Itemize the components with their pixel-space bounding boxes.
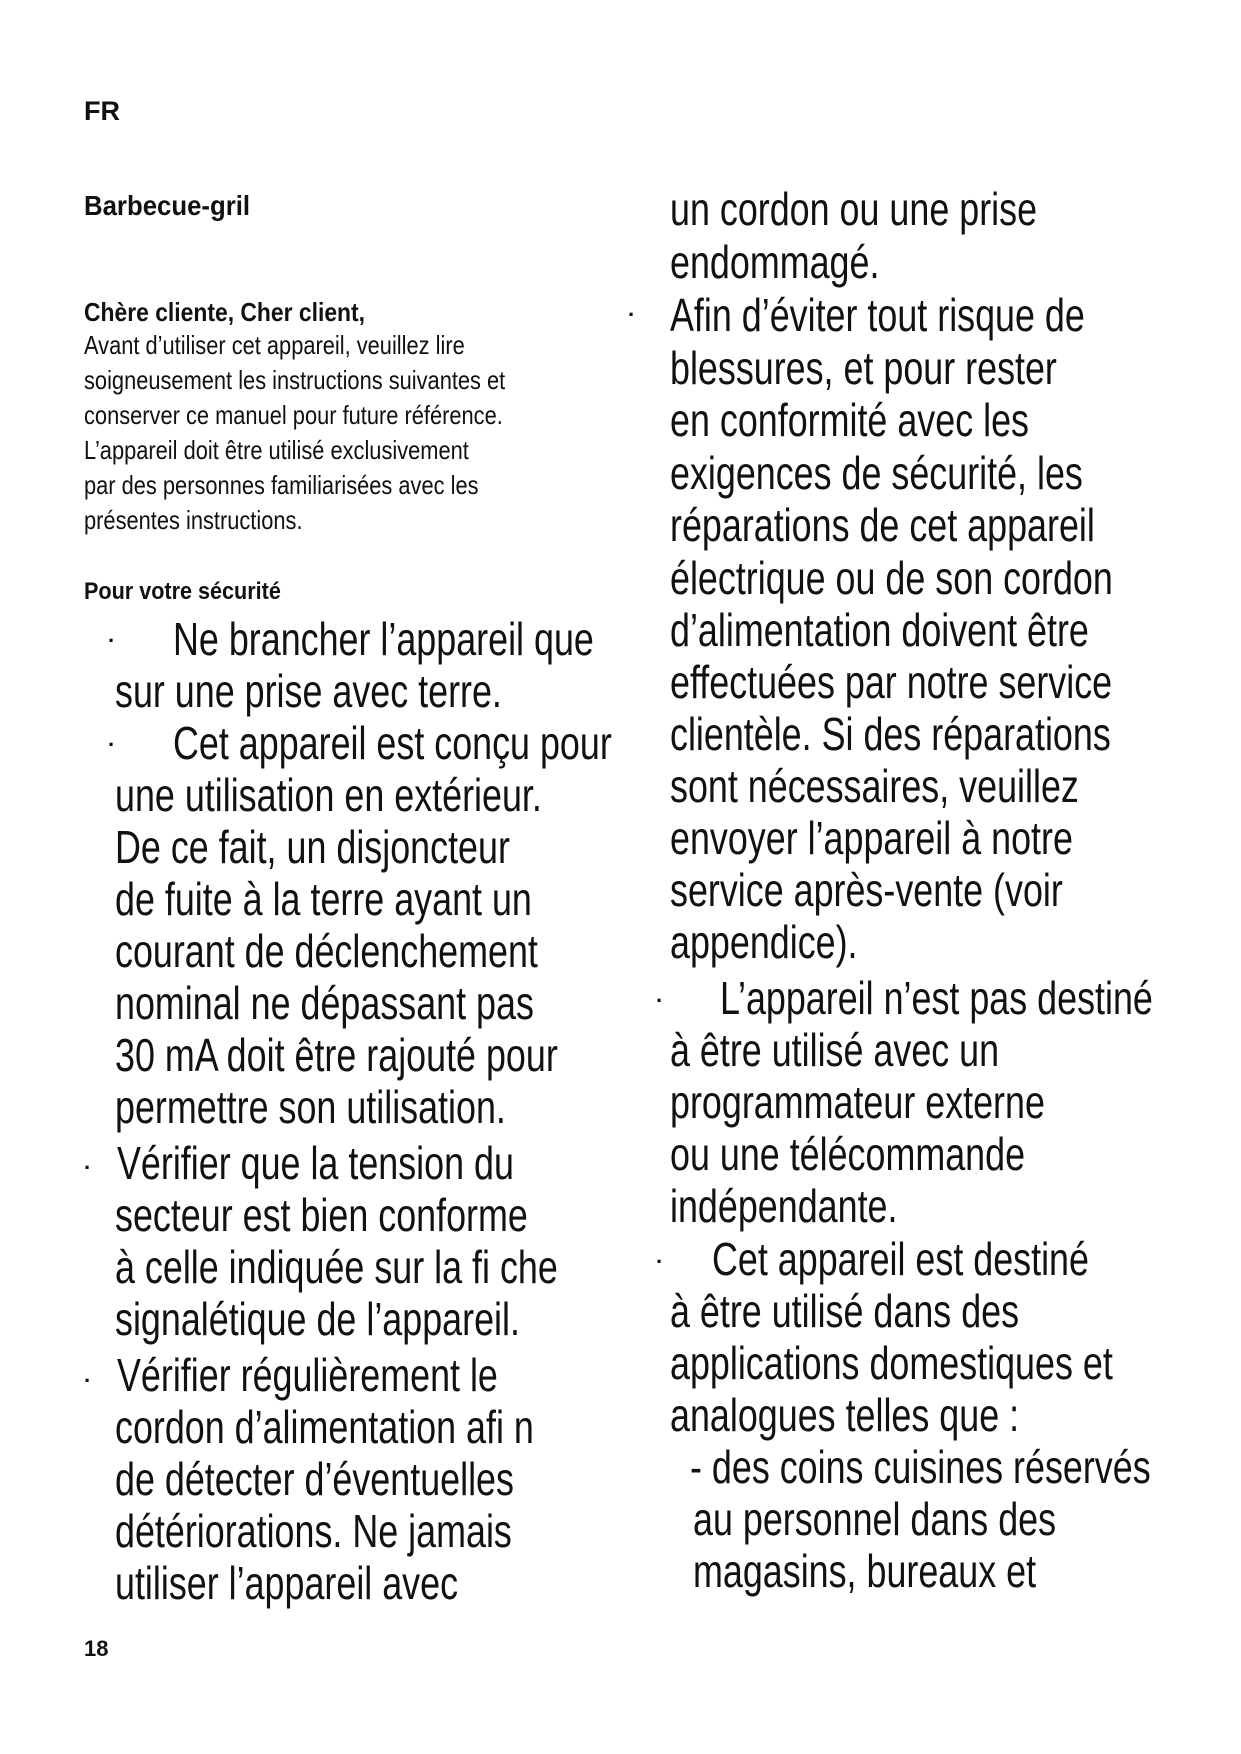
intro-block: [84, 296, 684, 538]
left-text-line: sur une prise avec terre.: [115, 665, 502, 717]
left-text-line: courant de déclenchement: [115, 925, 538, 977]
right-text-line: électrique ou de son cordon: [670, 552, 1113, 604]
intro-line: conserver ce manuel pour future référence.: [84, 400, 503, 430]
right-text-line: Afin d’éviter tout risque de: [670, 289, 1085, 341]
left-text-line: une utilisation en extérieur.: [115, 769, 542, 821]
bullet-mark: ·: [84, 1368, 92, 1393]
right-text-line: analogues telles que :: [670, 1389, 1020, 1441]
right-text-line: service après-vente (voir: [670, 864, 1063, 916]
bullet-mark: ·: [84, 1155, 92, 1180]
left-text-line: secteur est bien conforme: [115, 1189, 528, 1241]
left-text-line: de détecter d’éventuelles: [115, 1453, 514, 1505]
right-text-line: au personnel dans des: [693, 1493, 1057, 1545]
right-text-line: applications domestiques et: [670, 1337, 1113, 1389]
bullet-mark: ·: [656, 988, 664, 1013]
left-text-line: utiliser l’appareil avec: [115, 1557, 459, 1609]
right-text-line: effectuées par notre service: [670, 656, 1113, 708]
intro-line: par des personnes familiarisées avec les: [84, 470, 479, 500]
left-text-line: signalétique de l’appareil.: [115, 1293, 520, 1345]
left-text-line: Ne brancher l’appareil que: [173, 613, 594, 665]
left-text-line: Cet appareil est conçu pour: [173, 717, 612, 769]
right-text-line: L’appareil n’est pas destiné: [720, 972, 1153, 1024]
left-text-line: nominal ne dépassant pas: [115, 977, 534, 1029]
right-text-line: ou une télécommande: [670, 1128, 1026, 1180]
left-text-line: à celle indiquée sur la fi che: [115, 1241, 558, 1293]
intro-line: soigneusement les instructions suivantes et: [84, 365, 506, 395]
left-text-line: Vérifier que la tension du: [117, 1137, 514, 1189]
right-text-line: - des coins cuisines réservés: [690, 1441, 1151, 1493]
right-text-line: exigences de sécurité, les: [670, 447, 1083, 499]
left-text-line: permettre son utilisation.: [115, 1081, 506, 1133]
page-title: Barbecue-gril: [84, 190, 251, 221]
left-text-line: détériorations. Ne jamais: [115, 1505, 512, 1557]
page-number: 18: [84, 1636, 109, 1661]
right-text-line: magasins, bureaux et: [693, 1545, 1037, 1597]
right-text-line: d’alimentation doivent être: [670, 604, 1089, 656]
intro-line: présentes instructions.: [84, 505, 303, 535]
safety-heading: Pour votre sécurité: [84, 578, 281, 605]
right-text-line: blessures, et pour rester: [670, 342, 1057, 394]
bullet-mark: ·: [656, 1249, 664, 1274]
bullet-mark: ·: [628, 302, 636, 327]
right-text-line: à être utilisé dans des: [670, 1285, 1020, 1337]
right-text-line: en conformité avec les: [670, 394, 1029, 446]
left-text-line: cordon d’alimentation afi n: [115, 1401, 534, 1453]
intro-line: Avant d’utiliser cet appareil, veuillez lire: [84, 330, 465, 360]
bullet-mark: ·: [108, 732, 116, 757]
right-text-line: endommagé.: [670, 236, 880, 288]
right-text-line: à être utilisé avec un: [670, 1024, 1000, 1076]
right-text-line: sont nécessaires, veuillez: [670, 760, 1079, 812]
right-text-line: réparations de cet appareil: [670, 499, 1095, 551]
bullet-mark: ·: [108, 628, 116, 653]
language-label: FR: [84, 96, 120, 126]
right-text-line: envoyer l’appareil à notre: [670, 812, 1073, 864]
intro-heading: Chère cliente, Cher client,: [84, 297, 366, 327]
right-text-line: clientèle. Si des réparations: [670, 708, 1111, 760]
right-text-line: programmateur externe: [670, 1076, 1045, 1128]
left-text-line: Vérifier régulièrement le: [117, 1349, 498, 1401]
left-text-line: 30 mA doit être rajouté pour: [115, 1029, 558, 1081]
right-text-line: appendice).: [670, 916, 858, 968]
right-text-line: Cet appareil est destiné: [712, 1233, 1089, 1285]
left-text-line: de fuite à la terre ayant un: [115, 873, 532, 925]
intro-line: L’appareil doit être utilisé exclusivement: [84, 435, 469, 465]
right-text-line: un cordon ou une prise: [670, 183, 1038, 235]
left-text-line: De ce fait, un disjoncteur: [115, 821, 510, 873]
right-text-line: indépendante.: [670, 1180, 898, 1232]
